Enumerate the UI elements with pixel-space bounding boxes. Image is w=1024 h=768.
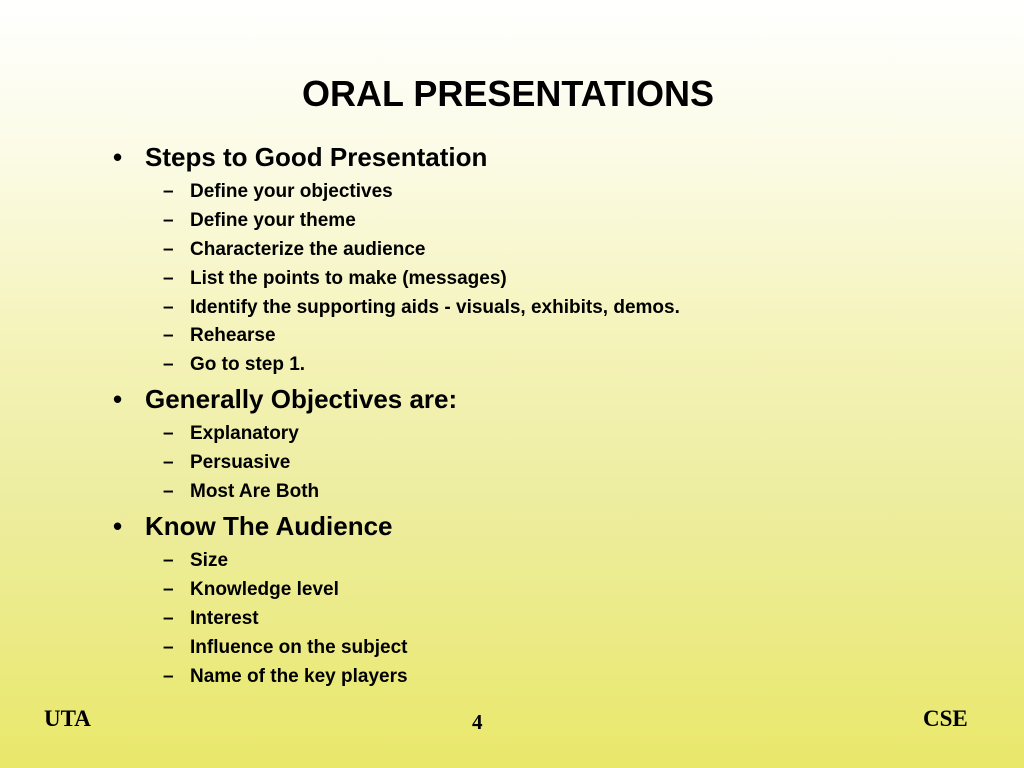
dash: – bbox=[163, 267, 174, 289]
dash: – bbox=[163, 296, 174, 318]
dash: – bbox=[163, 423, 174, 445]
footer-right-text: CSE bbox=[923, 706, 968, 731]
dash: – bbox=[163, 181, 174, 203]
list-item-text: List the points to make (messages) bbox=[190, 267, 507, 289]
list-item bbox=[113, 264, 680, 293]
bullet-dot: • bbox=[113, 510, 123, 541]
bullet-dot: • bbox=[113, 383, 123, 414]
section-steps bbox=[113, 140, 680, 380]
dash: – bbox=[163, 636, 174, 658]
list-item bbox=[113, 662, 408, 691]
list-item-text: Go to step 1. bbox=[190, 354, 306, 376]
list-item-text: Name of the key players bbox=[190, 665, 408, 687]
section-objectives bbox=[113, 382, 457, 506]
list-item bbox=[113, 351, 680, 380]
list-item bbox=[113, 420, 457, 449]
list-item bbox=[113, 322, 680, 351]
sub-list bbox=[113, 420, 457, 506]
list-item bbox=[113, 178, 680, 207]
list-item bbox=[113, 478, 457, 507]
page-number: 4 bbox=[472, 710, 483, 734]
bullet-heading-row bbox=[113, 382, 457, 416]
list-item bbox=[113, 449, 457, 478]
dash: – bbox=[163, 238, 174, 260]
list-item-text: Most Are Both bbox=[190, 480, 320, 502]
list-item bbox=[113, 633, 408, 662]
list-item bbox=[113, 547, 408, 576]
dash: – bbox=[163, 550, 174, 572]
section-audience bbox=[113, 509, 408, 691]
bullet-heading: Steps to Good Presentation bbox=[145, 141, 488, 172]
list-item-text: Influence on the subject bbox=[190, 636, 408, 658]
bullet-heading: Generally Objectives are: bbox=[145, 383, 458, 414]
list-item-text: Define your theme bbox=[190, 210, 356, 232]
list-item-text: Characterize the audience bbox=[190, 238, 426, 260]
list-item bbox=[113, 236, 680, 265]
footer-left-text: UTA bbox=[44, 706, 91, 731]
dash: – bbox=[163, 579, 174, 601]
sub-list bbox=[113, 178, 680, 380]
dash: – bbox=[163, 325, 174, 347]
list-item bbox=[113, 576, 408, 605]
bullet-heading-row bbox=[113, 509, 408, 543]
bullet-heading-row bbox=[113, 140, 680, 174]
list-item-text: Identify the supporting aids - visuals, exhibits, demos. bbox=[190, 296, 680, 318]
list-item bbox=[113, 293, 680, 322]
slide-title: ORAL PRESENTATIONS bbox=[301, 73, 715, 114]
dash: – bbox=[163, 480, 174, 502]
list-item-text: Knowledge level bbox=[190, 579, 339, 601]
bullet-heading: Know The Audience bbox=[145, 510, 393, 541]
list-item-text: Explanatory bbox=[190, 423, 299, 445]
bullet-dot: • bbox=[113, 141, 123, 172]
dash: – bbox=[163, 665, 174, 687]
dash: – bbox=[163, 607, 174, 629]
dash: – bbox=[163, 452, 174, 474]
dash: – bbox=[163, 210, 174, 232]
list-item bbox=[113, 207, 680, 236]
sub-list bbox=[113, 547, 408, 691]
list-item bbox=[113, 605, 408, 634]
list-item-text: Define your objectives bbox=[190, 181, 393, 203]
list-item-text: Size bbox=[190, 550, 229, 572]
list-item-text: Interest bbox=[190, 607, 259, 629]
list-item-text: Persuasive bbox=[190, 452, 291, 474]
list-item-text: Rehearse bbox=[190, 325, 276, 347]
dash: – bbox=[163, 354, 174, 376]
